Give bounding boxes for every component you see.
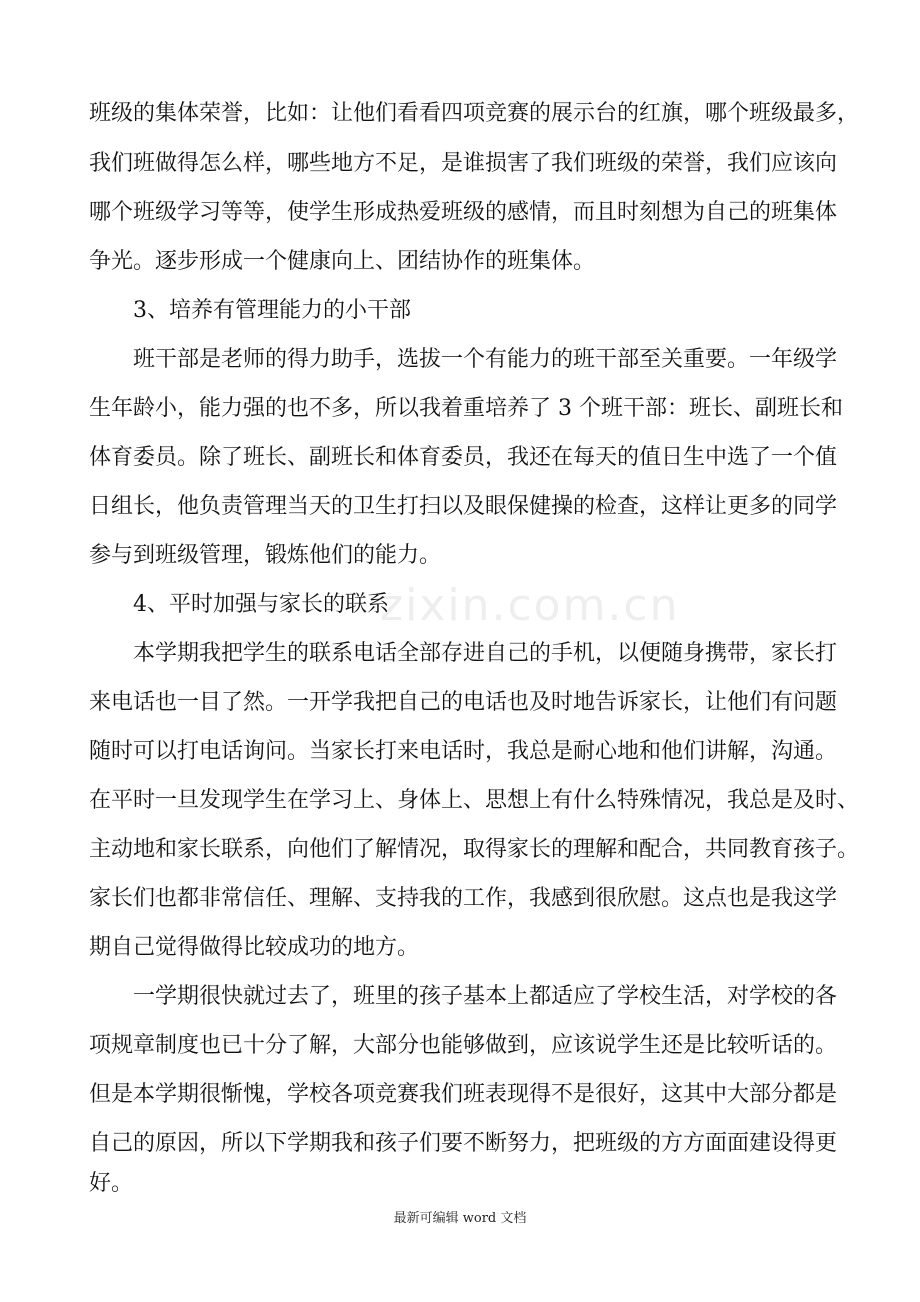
paragraph-line: 随时可以打电话询问。当家长打来电话时，我总是耐心地和他们讲解，沟通。	[89, 739, 838, 764]
paragraph-line: 参与到班级管理，锻炼他们的能力。	[89, 543, 442, 568]
watermark: zixin.com.cn	[380, 580, 680, 631]
paragraph-line: 班级的集体荣誉，比如：让他们看看四项竞赛的展示台的红旗，哪个班级最多，	[89, 101, 860, 126]
paragraph-line: 但是本学期很惭愧，学校各项竞赛我们班表现得不是很好，这其中大部分都是	[89, 1082, 838, 1107]
paragraph-line: 一学期很快就过去了，班里的孩子基本上都适应了学校生活，对学校的各	[133, 984, 838, 1009]
paragraph-line: 班干部是老师的得力助手，选拔一个有能力的班干部至关重要。一年级学	[133, 347, 838, 372]
paragraph-line: 自己的原因，所以下学期我和孩子们要不断努力，把班级的方方面面建设得更	[89, 1131, 838, 1156]
paragraph-line: 好。	[89, 1171, 134, 1196]
paragraph-line: 争光。逐步形成一个健康向上、团结协作的班集体。	[89, 249, 596, 274]
paragraph-line: 来电话也一目了然。一开学我把自己的电话也及时地告诉家长，让他们有问题	[89, 690, 838, 715]
paragraph-line: 生年龄小，能力强的也不多，所以我着重培养了 3 个班干部：班长、副班长和	[89, 396, 843, 421]
paragraph-line: 在平时一旦发现学生在学习上、身体上、思想上有什么特殊情况，我总是及时、	[89, 788, 860, 813]
paragraph-line: 我们班做得怎么样，哪些地方不足，是谁损害了我们班级的荣誉，我们应该向	[89, 151, 838, 176]
paragraph-line: 日组长，他负责管理当天的卫生打扫以及眼保健操的检查，这样让更多的同学	[89, 494, 838, 519]
paragraph-line: 项规章制度也已十分了解，大部分也能够做到，应该说学生还是比较听话的。	[89, 1033, 838, 1058]
section-heading-4: 4、平时加强与家长的联系	[133, 592, 389, 617]
paragraph-line: 哪个班级学习等等，使学生形成热爱班级的感情，而且时刻想为自己的班集体	[89, 200, 838, 225]
paragraph-line: 期自己觉得做得比较成功的地方。	[89, 935, 420, 960]
paragraph-line: 本学期我把学生的联系电话全部存进自己的手机，以便随身携带，家长打	[133, 641, 838, 666]
page-footer: 最新可编辑 word 文档	[393, 1211, 527, 1226]
paragraph-line: 家长们也都非常信任、理解、支持我的工作，我感到很欣慰。这点也是我这学	[89, 886, 838, 911]
section-heading-3: 3、培养有管理能力的小干部	[133, 298, 411, 323]
paragraph-line: 体育委员。除了班长、副班长和体育委员，我还在每天的值日生中选了一个值	[89, 445, 838, 470]
paragraph-line: 主动地和家长联系，向他们了解情况，取得家长的理解和配合，共同教育孩子。	[89, 837, 860, 862]
